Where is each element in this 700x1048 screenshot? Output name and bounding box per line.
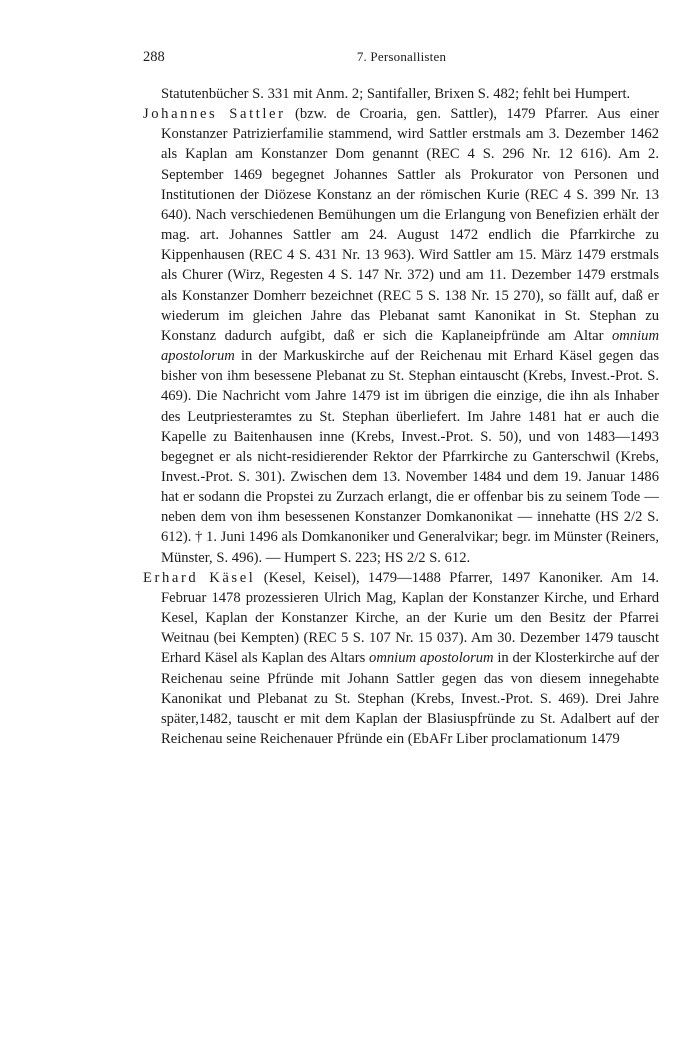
entry-text-part-2: in der Markuskirche auf der Reichenau mit Erhard Käsel gegen das bisher von ihm besessene Plebanat zu St. Stephan eintauscht (Krebs, Invest.-Prot. S. 469). Die Nachricht vom Jahre 1479 ist im übrigen die einzige, die ihn als Inhaber des Leutpriesteramtes zu St. Stephan überliefert. Im Jahre 1481 hat er auch die Kapelle zu Baitenhausen inne (Krebs, Invest.-Prot. S. 50), und von 1483—1493 begegnet er als nicht-residierender Rektor der Pfarrkirche zu Ganterschwil (Krebs, Invest.-Prot. S. 301). Zwischen dem 13. November 1484 und dem 19. Januar 1486 hat er sodann die Propstei zu Zurzach erlangt, die er offenbar bis zu seinem Tode — neben dem von ihm besessenen Konstanzer Domkanonikat — innehatte (HS 2/2 S. 612). † 1. Juni 1496 als Domkanoniker und Generalvikar; begr. im Münster (Reiners, Münster, S. 496). — Humpert S. 223; HS 2/2 S. 612. [161,348,659,566]
entry-italic-term: omnium apostolorum [161,327,659,365]
page-number: 288 [143,49,165,65]
continued-entry [143,84,659,104]
running-head: 7. Personallisten [356,49,447,64]
page-body [143,84,659,749]
entry-text-part-2: in der Klosterkirche auf der Reichenau seine Pfründe mit Johann Sattler gegen das von diesem innegehabte Kanonikat und Plebanat zu St. Stephan (Krebs, Invest.-Prot. S. 469). Drei Jahre später,1482, tauscht er mit dem Kaplan der Blasiuspfründe zu St. Adalbert auf der Reichenau seine Reichenauer Pfründe ein (EbAFr Liber proclamationum 1479 [161,650,659,747]
entry-erhard-kaesel [143,568,659,749]
entry-text: Statutenbücher S. 331 mit Anm. 2; Santifaller, Brixen S. 482; fehlt bei Humpert. [161,86,631,102]
entry-text-part-1: (Kesel, Keisel), 1479—1488 Pfarrer, 1497 Kanoniker. Am 14. Februar 1478 prozessieren Ulrich Mag, Kaplan der Konstanzer Kirche, und Erhard Kesel, Kaplan der Konstanzer Kirche, an der Kurie um den Besitz der Pfarrei Weitnau (bei Kempten) (REC 5 S. 107 Nr. 15 037). Am 30. Dezember 1479 tauscht Erhard Käsel als Kaplan des Altars [161,569,659,667]
entry-italic-term: omnium apostolorum [369,650,494,667]
entry-johannes-sattler [143,104,659,568]
entry-name: Johannes Sattler [143,106,286,123]
entry-name: Erhard Käsel [143,569,256,586]
page-header [143,49,660,71]
entry-text-part-1: (bzw. de Croaria, gen. Sattler), 1479 Pfarrer. Aus einer Konstanzer Patrizierfamilie stammend, wird Sattler erstmals am 3. Dezember 1462 als Kaplan am Konstanzer Dom genannt (REC 4 S. 296 Nr. 12 616). Am 2. September 1469 begegnet Johannes Sattler als Prokurator von Personen und Institutionen der Diözese Konstanz an der römischen Kurie (REC 4 S. 399 Nr. 13 640). Nach verschiedenen Bemühungen um die Erlangung von Benefizien erhält der mag. art. Johannes Sattler am 24. August 1472 endlich die Pfarrkirche zu Kippenhausen (REC 4 S. 431 Nr. 13 963). Wird Sattler am 15. März 1479 erstmals als Churer (Wirz, Regesten 4 S. 147 Nr. 372) und am 11. Dezember 1479 erstmals als Konstanzer Domherr bezeichnet (REC 5 S. 138 Nr. 15 270), so fällt auf, daß er wiederum im gleichen Jahre das Plebanat samt Kanonikat in St. Stephan zu Konstanz dadurch aufgibt, daß er sich die Kaplaneipfründe am Altar [161,106,659,344]
